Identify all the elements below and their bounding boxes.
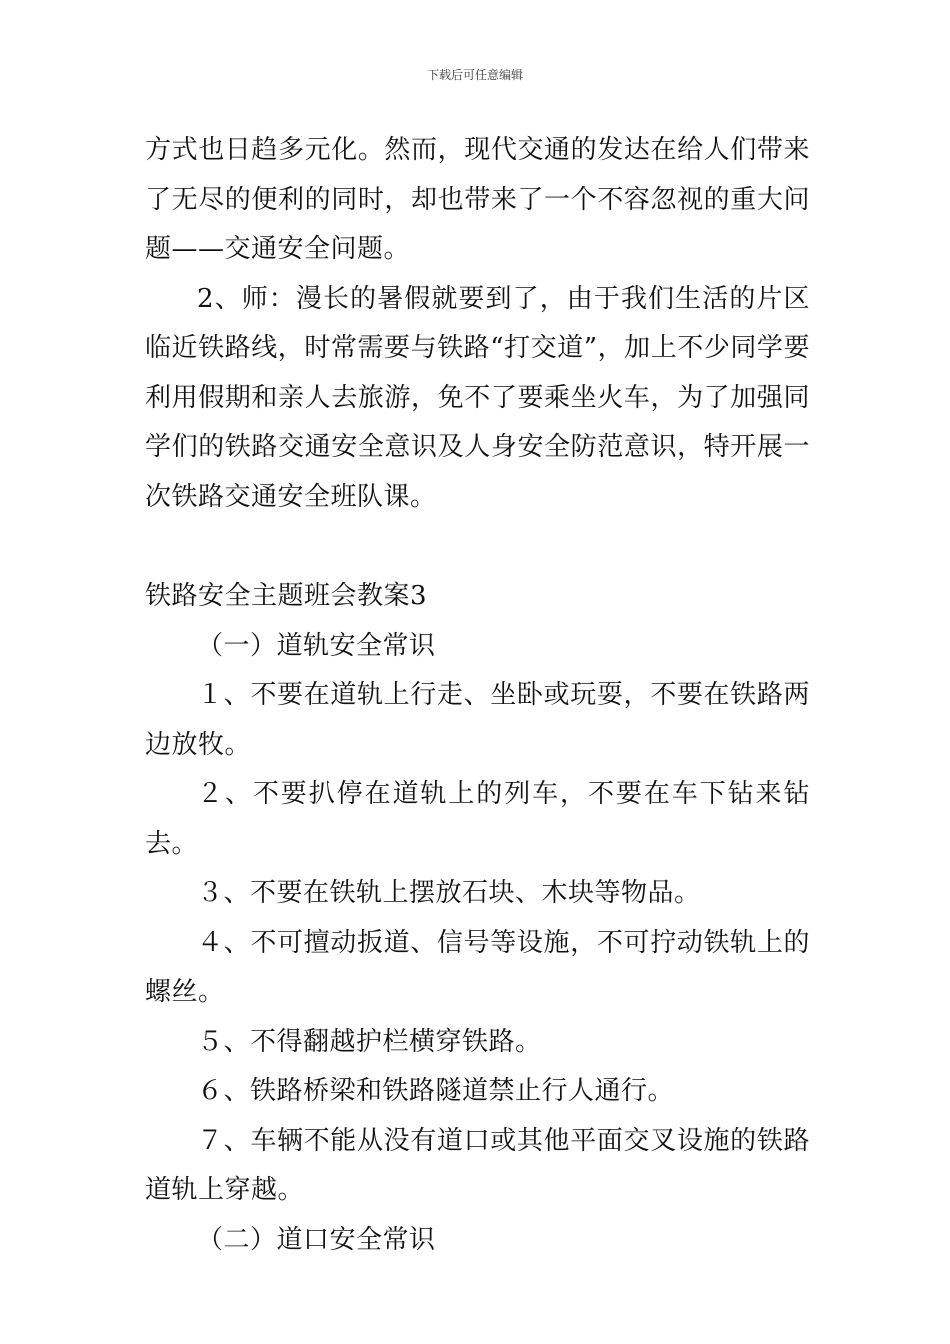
page-header: 下载后可任意编辑 [426,68,523,82]
paragraph-continuation: 方式也日趋多元化。然而，现代交通的发达在给人们带来了无尽的便利的同时，却也带来了一个不容忽视的重大问题——交通安全问题。 [145,135,810,264]
list-item: １、不要在道轨上行走、坐卧或玩耍，不要在铁路两边放牧。 [145,680,810,760]
list-item: ６、铁路桥梁和铁路隧道禁止行人通行。 [197,1076,675,1106]
document-body [145,126,810,1265]
list-item: ７、车辆不能从没有道口或其他平面交叉设施的铁路道轨上穿越。 [145,1125,810,1205]
list-item: ４、不可擅动扳道、信号等设施，不可拧动铁轨上的螺丝。 [145,927,810,1007]
list-item: ２、不要扒停在道轨上的列车，不要在车下钻来钻去。 [145,779,810,859]
list-item: ５、不得翻越护栏横穿铁路。 [197,1026,542,1057]
list-item: ３、不要在铁轨上摆放石块、木块等物品。 [197,878,701,908]
section-title: 铁路安全主题班会教案3 [145,581,428,611]
subsection-title-crossing-safety: （二）道口安全常识 [197,1224,436,1255]
subsection-title-track-safety: （一）道轨安全常识 [197,630,436,661]
section-gap [145,522,810,572]
paragraph-teacher-intro: 2、师：漫长的暑假就要到了，由于我们生活的片区临近铁路线，时常需要与铁路“打交道”，加上不少同学要利用假期和亲人去旅游，免不了要乘坐火车，为了加强同学们的铁路交通安全意识及人身安全防范意识，特开展一次铁路交通安全班队课。 [145,283,810,512]
